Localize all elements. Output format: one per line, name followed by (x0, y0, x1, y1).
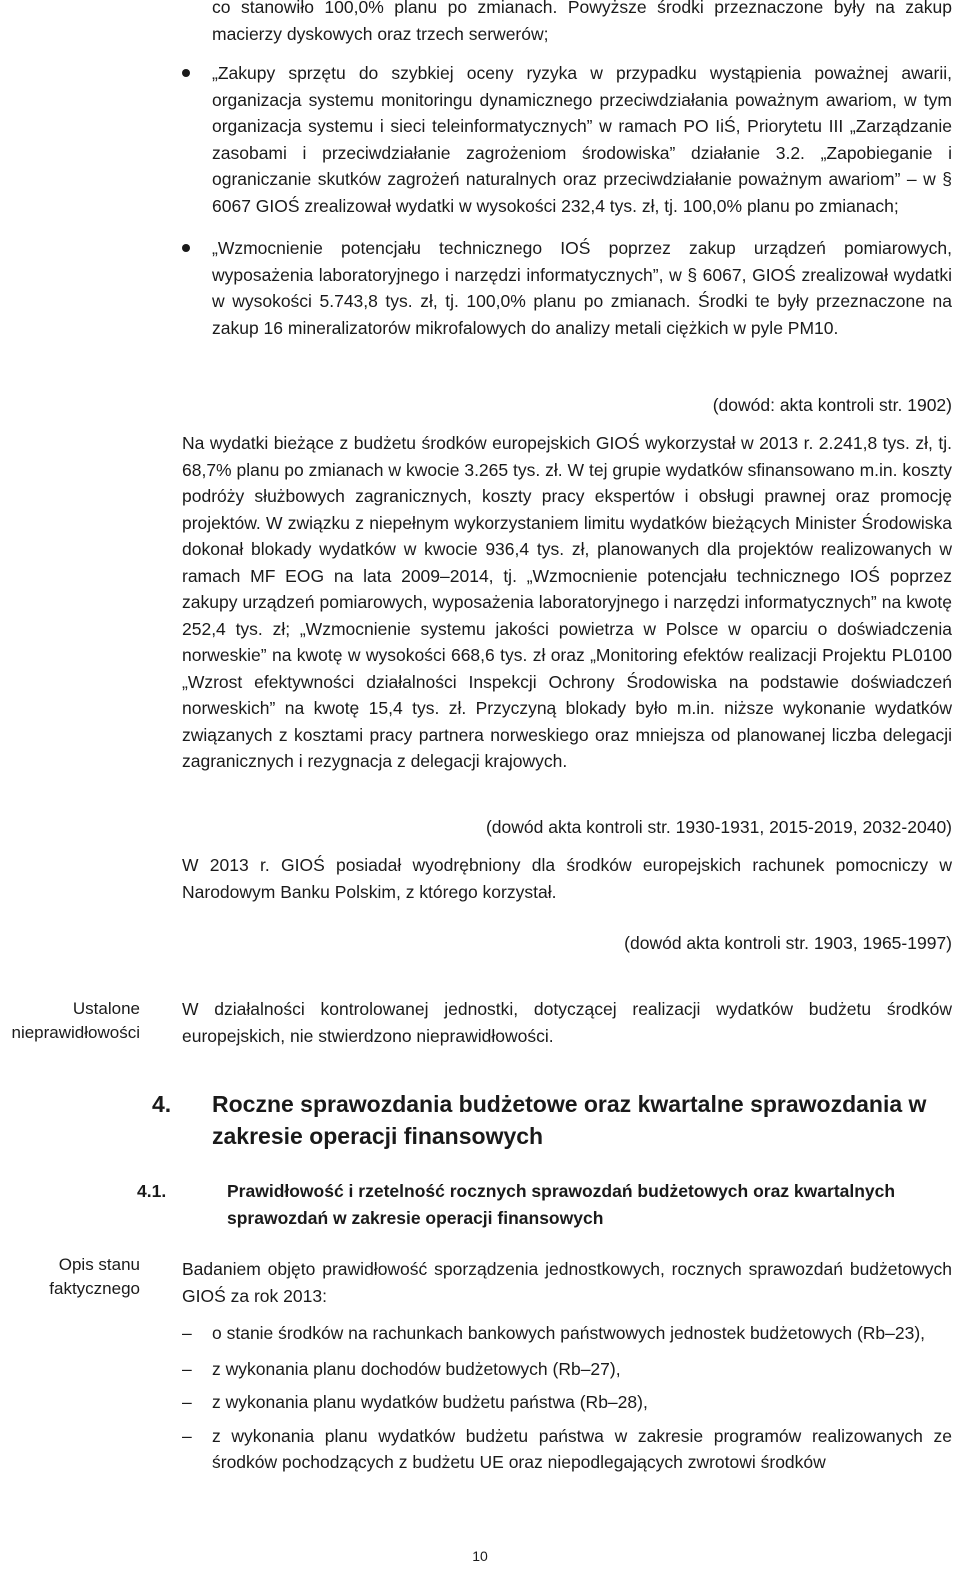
dash-item (182, 1423, 952, 1476)
evidence-note: (dowód: akta kontroli str. 1902) (712, 395, 952, 415)
dash-marker: – (182, 1323, 192, 1343)
side-label-irregularities: Ustalone nieprawidłowości (11, 999, 140, 1042)
bullet-list-top (182, 60, 952, 341)
paragraph-scope: Badaniem objęto prawidłowość sporządzenia jednostkowych, rocznych sprawozdań budżetowych GIOŚ za rok 2013: (182, 1259, 952, 1306)
side-label-factual-state: Opis stanu faktycznego (49, 1255, 140, 1298)
subsection-title: Prawidłowość i rzetelność rocznych sprawozdań budżetowych oraz kwartalnych sprawozdań w zakresie operacji finansowych (227, 1181, 896, 1228)
section-title: Roczne sprawozdania budżetowe oraz kwartalne sprawozdania w zakresie operacji finansowych (212, 1091, 927, 1149)
dash-text: z wykonania planu wydatków budżetu państwa w zakresie programów realizowanych ze środków pochodzących z budżetu UE oraz niepodlegających zwrotowi środków (212, 1425, 952, 1472)
dash-marker: – (182, 1392, 192, 1412)
bullet-dot-icon (182, 69, 190, 77)
section-heading (152, 1088, 960, 1152)
dash-marker: – (182, 1425, 192, 1446)
subsection-number: 4.1. (137, 1181, 167, 1201)
dash-text: z wykonania planu dochodów budżetowych (Rb–27), (212, 1358, 621, 1379)
dash-list (182, 1320, 952, 1476)
dash-item (182, 1389, 952, 1416)
paragraph-bank-account: W 2013 r. GIOŚ posiadał wyodrębniony dla środków europejskich rachunek pomocniczy w Narodowym Banku Polskim, z którego korzystał. (182, 855, 952, 902)
bullet-item (182, 60, 952, 219)
section-number: 4. (152, 1091, 172, 1117)
evidence-note: (dowód akta kontroli str. 1930-1931, 2015-2019, 2032-2040) (485, 817, 952, 837)
bullet-text: „Wzmocnienie potencjału technicznego IOŚ poprzez zakup urządzeń pomiarowych, wyposażenia laboratoryjnego i narzędzi informatycznych”, w § 6067, GIOŚ zrealizował wydatki w wysokości 5.743,8 tys. zł, tj. 100,0% planu po zmianach. Środki te były przeznaczone na zakup 16 mineralizatorów mikrofalowych do analizy metali ciężkich w pyle PM10. (212, 238, 952, 338)
dash-text: z wykonania planu wydatków budżetu państwa (Rb–28), (212, 1392, 648, 1412)
evidence-note: (dowód akta kontroli str. 1903, 1965-1997) (624, 933, 952, 953)
dash-item (182, 1356, 952, 1383)
paragraph-budget-expenses: Na wydatki bieżące z budżetu środków europejskich GIOŚ wykorzystał w 2013 r. 2.241,8 tys. zł, tj. 68,7% planu po zmianach w kwocie 3.265 tys. zł. W tej grupie wydatków sfinansowano m.in. koszty podróży służbowych zagranicznych, koszty pracy ekspertów i obsługi prawnej oraz promocję projektów. W związku z niepełnym wykorzystaniem limitu wydatków bieżących Minister Środowiska dokonał blokady wydatków w kwocie 936,4 tys. zł, planowanych dla projektów realizowanych w ramach MF EOG na lata 2009–2014, tj. „Wzmocnienie potencjału technicznego IOŚ poprzez zakupy urządzeń pomiarowych, wyposażenia laboratoryjnego i narzędzi informatycznych” na kwotę 252,4 tys. zł; „Wzmocnienie systemu jakości powietrza w Polsce w oparciu o doświadczenia norweskie” na kwotę w wysokości 668,6 tys. zł oraz „Monitoring efektów realizacji Projektu PL0100 „Wzrost efektywności działalności Inspekcji Ochrony Środowiska na podstawie doświadczeń norweskich” na kwotę 15,4 tys. zł. Przyczyną blokady było m.in. niższe wykonanie wydatków związanych z kosztami pracy partnera norweskiego oraz mniejsza od planowanej liczba delegacji zagranicznych i rezygnacja z delegacji krajowych. (182, 433, 952, 771)
subsection-heading (137, 1178, 960, 1231)
dash-marker: – (182, 1358, 192, 1379)
dash-text: o stanie środków na rachunkach bankowych państwowych jednostek budżetowych (Rb–23), (212, 1323, 926, 1343)
top-paragraph: co stanowiło 100,0% planu po zmianach. Powyższe środki przeznaczone były na zakup macierzy dyskowych oraz trzech serwerów; (212, 0, 952, 44)
paragraph-no-irregularities: W działalności kontrolowanej jednostki, dotyczącej realizacji wydatków budżetu środków europejskich, nie stwierdzono nieprawidłowości. (182, 999, 952, 1046)
bullet-dot-icon (182, 244, 190, 252)
bullet-text: „Zakupy sprzętu do szybkiej oceny ryzyka w przypadku wystąpienia poważnej awarii, organizacja systemu monitoringu dynamicznego przeciwdziałania poważnym awariom, w tym organizacja systemu i sieci teleinformatycznych” w ramach PO IiŚ, Priorytetu III „Zarządzanie zasobami i przeciwdziałanie zagrożeniom środowiska” działanie 3.2. „Zapobieganie i ograniczanie skutków zagrożeń naturalnych oraz przeciwdziałanie poważnym awariom” – w § 6067 GIOŚ zrealizował wydatki w wysokości 232,4 tys. zł, tj. 100,0% planu po zmianach; (212, 63, 952, 216)
bullet-item (182, 235, 952, 341)
dash-item (182, 1320, 952, 1347)
page-number: 10 (472, 1548, 488, 1564)
